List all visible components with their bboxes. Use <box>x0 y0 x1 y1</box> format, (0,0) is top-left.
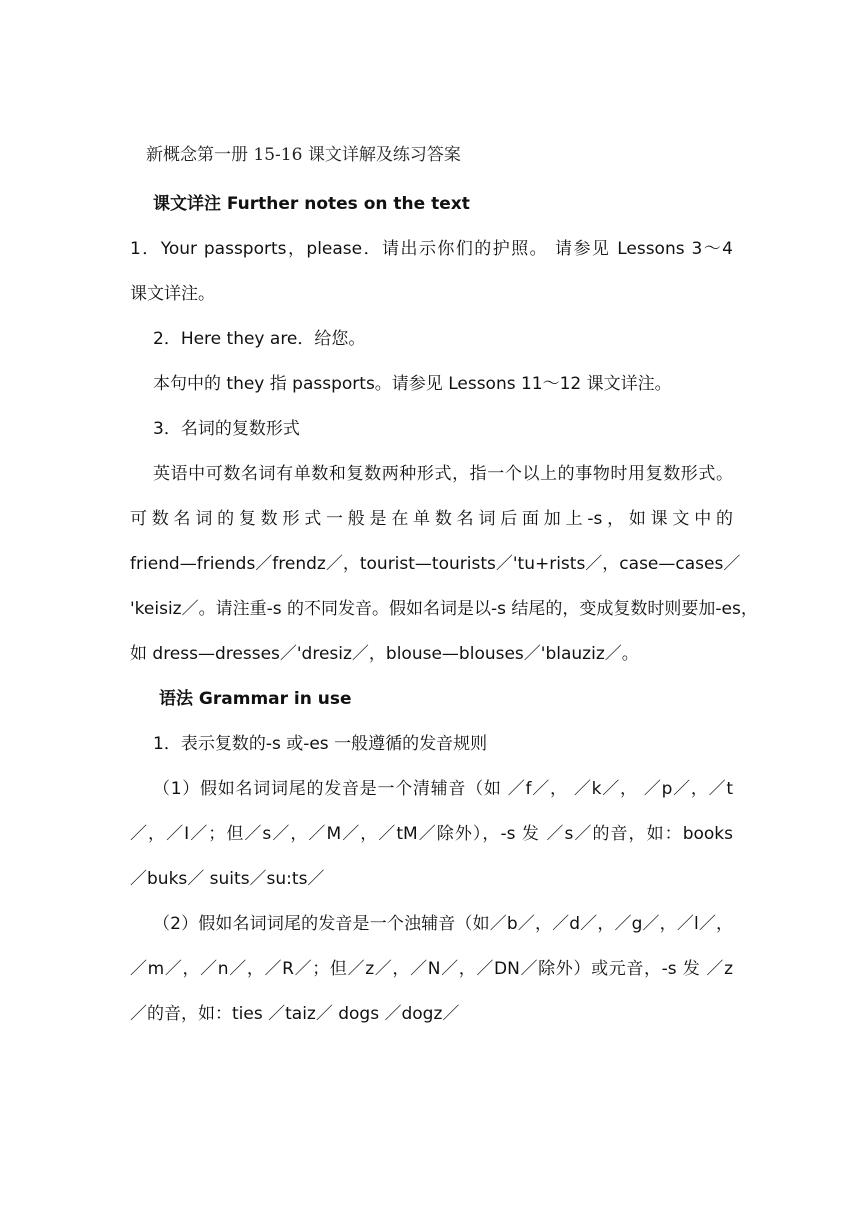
rule-2-line-1: （2）假如名词词尾的发音是一个浊辅音（如／b／，／d／，／g／，／l／， <box>153 914 733 934</box>
section-heading-grammar: 语法 Grammar in use <box>159 689 352 709</box>
paragraph-1-line-1: 1．Your passports，please．请出示你们的护照。 请参见 Lessons 3～4 <box>130 239 733 259</box>
paragraph-3: 本句中的 they 指 passports。请参见 Lessons 11～12 课文详注。 <box>153 374 672 394</box>
paragraph-5-line-5: 如 dress—dresses／'dresiz／，blouse—blouses／'blauziz／。 <box>130 644 639 664</box>
paragraph-5-line-3: friend—friends／frendz／，tourist—tourists／'tu+rists／，case—cases／ <box>130 554 741 574</box>
paragraph-2: 2．Here they are．给您。 <box>153 329 366 349</box>
rule-1-line-1: （1）假如名词词尾的发音是一个清辅音（如 ／f／， ／k／， ／p／，／t <box>153 779 733 799</box>
rule-2-line-3: ／的音，如：ties ／taiz／ dogs ／dogz／ <box>130 1004 460 1024</box>
paragraph-5-line-4: 'keisiz／。请注重-s 的不同发音。假如名词是以-s 结尾的，变成复数时则要加-es， <box>130 599 758 619</box>
document-title: 新概念第一册 15-16 课文详解及练习答案 <box>146 145 461 165</box>
section-heading-notes: 课文详注 Further notes on the text <box>153 194 470 214</box>
grammar-rule-heading: 1．表示复数的-s 或-es 一般遵循的发音规则 <box>153 734 488 754</box>
paragraph-5-line-1: 英语中可数名词有单数和复数两种形式，指一个以上的事物时用复数形式。 <box>153 464 733 484</box>
rule-1-line-3: ／buks／ suits／su:ts／ <box>130 869 325 889</box>
rule-2-line-2: ／m／，／n／，／R／；但／z／，／N／，／DN／除外）或元音，-s 发 ／z <box>130 959 733 979</box>
paragraph-5-line-2: 可数名词的复数形式一般是在单数名词后面加上-s，如课文中的 <box>130 509 733 529</box>
paragraph-1-line-2: 课文详注。 <box>130 284 215 304</box>
rule-1-line-2: ／，／I／；但／s／，／M／，／tM／除外），-s 发 ／s／的音，如：books <box>130 824 733 844</box>
paragraph-4: 3．名词的复数形式 <box>153 419 300 439</box>
